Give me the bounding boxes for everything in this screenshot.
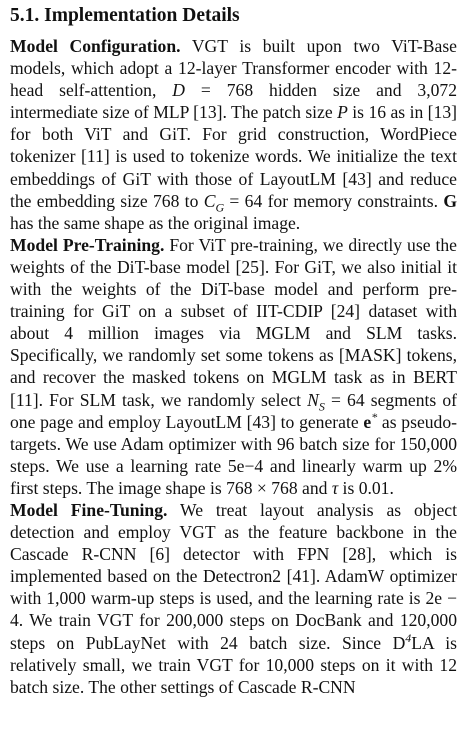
inline-text: = 64 for memory constraints.	[224, 190, 444, 211]
inline-math: P	[337, 102, 348, 123]
paragraph-title: Model Configuration.	[10, 36, 181, 56]
paragraph-title: Model Pre-Training.	[10, 234, 165, 255]
inline-text: as pseudo-targets. We use Adam optimizer with 96 batch size for 150,000 steps. We use a learning rate 5e−4 and linearly warm up 2% first steps. The image shape is 768 × 768 and	[10, 411, 458, 498]
inline-sup: 4	[405, 630, 412, 645]
paragraph-body	[10, 36, 457, 233]
inline-text: has the same shape as the original image.	[10, 212, 301, 233]
section-heading	[10, 4, 457, 28]
inline-text: VGT is built upon two ViT-Base models, which adopt a 12-layer Transformer encoder with 12-head self-attention,	[10, 36, 457, 101]
inline-math: D	[172, 80, 185, 101]
paragraph-model-configuration	[10, 35, 457, 234]
inline-text: For ViT pre-training, we directly use the weights of the DiT-base model [25]. For GiT, we also initial it with the weights of the DiT-base model and perform pre-training for GiT on a subset of IIT-CDIP [24] dataset with about 4 million images via MGLM and SLM tasks. Specifically, we randomly set some tokens as [MASK] tokens, and recover the masked tokens on MGLM task as in BERT [11]. For SLM task, we randomly select	[10, 234, 457, 410]
inline-math: C	[203, 190, 216, 211]
inline-sup: *	[371, 409, 378, 424]
inline-text: = 64 segments of one page and employ LayoutLM [43] to generate	[10, 389, 457, 432]
inline-bf: G	[443, 190, 457, 211]
paragraph-body	[10, 235, 457, 498]
inline-text: LA is relatively small, we train VGT for 10,000 steps on it with 12 batch size. The other settings of Cascade R-CNN	[10, 632, 457, 697]
section-number: 5.1.	[10, 5, 40, 26]
section-title: Implementation Details	[44, 5, 240, 26]
inline-text: is 16 as in [13] for both ViT and GiT. For grid construction, WordPiece tokenizer [11] is used to tokenize words. We initialize the text embeddings of GiT with those of LayoutLM [43] and reduce the embedding size 768 to	[10, 102, 457, 211]
inline-text: = 768 hidden size and 3,072 intermediate size of MLP [13]. The patch size	[10, 80, 457, 123]
inline-math: N	[307, 389, 319, 410]
inline-text: We treat layout analysis as object detection and employ VGT as the feature backbone in the Cascade R-CNN [6] detector with FPN [28], which is implemented based on the Detectron2 [41]. AdamW optimizer with 1,000 warm-up steps is used, and the learning rate is 2e − 4. We train VGT for 200,000 steps on DocBank and 120,000 steps on PubLayNet with 24 batch size. Since D	[10, 499, 457, 653]
paragraph-model-fine-tuning	[10, 499, 457, 698]
paragraph-model-pre-training	[10, 234, 457, 499]
paragraph-title: Model Fine-Tuning.	[10, 499, 168, 520]
inline-sub: G	[215, 200, 225, 215]
paragraph-body	[10, 500, 457, 697]
inline-sub: S	[318, 399, 325, 414]
inline-bf: e	[363, 411, 372, 432]
inline-math: τ	[331, 477, 339, 498]
inline-text: is 0.01.	[338, 477, 394, 498]
